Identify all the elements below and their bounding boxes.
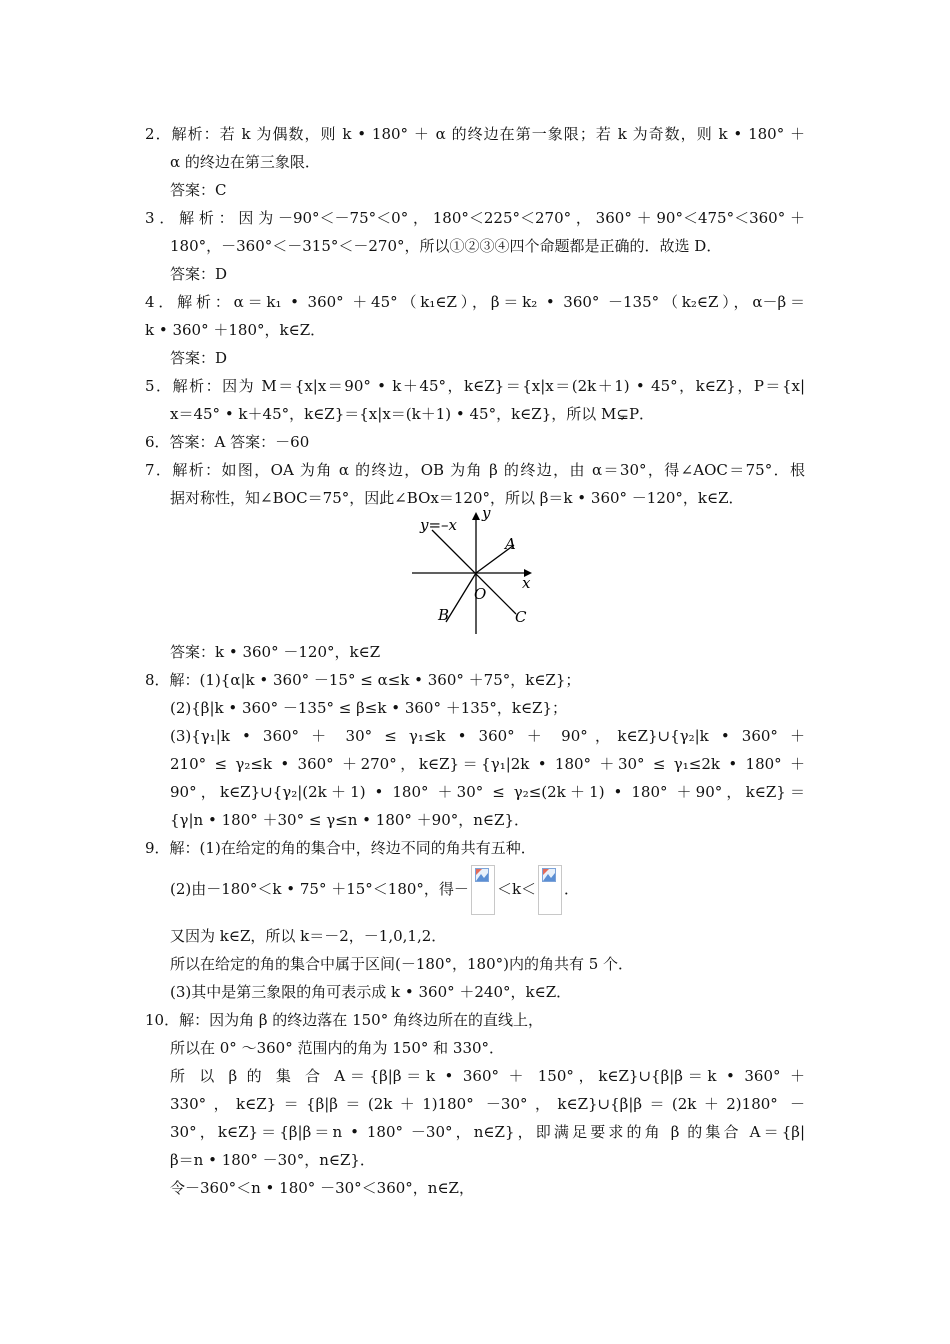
answer-5-line-2: x＝45° • k＋45°，k∈Z}＝{x|x＝(k＋1) • 45°，k∈Z}，所以 M⊊P． [170, 405, 655, 423]
broken-formula-image [538, 865, 562, 915]
label-y-axis: y [482, 508, 491, 522]
answer-10-line-5: 30°，k∈Z}＝{β|β＝n • 180° －30°，n∈Z}，即满足要求的角 β 的集合 A＝{β| [170, 1123, 805, 1141]
label-point-c: C [515, 608, 527, 626]
answer-9-part-2 [170, 864, 579, 915]
answer-3-line-1: 3．解析：因为－90°＜－75°＜0°，180°＜225°＜270°，360°＋90°＜475°＜360°＋ [145, 209, 805, 227]
answer-8-part-3-line-4: {γ|n • 180° ＋30° ≤ γ≤n • 180° ＋90°，n∈Z}． [170, 811, 529, 829]
answer-10-line-7: 令－360°＜n • 180° －30°＜360°，n∈Z， [170, 1179, 474, 1197]
label-point-b: B [438, 606, 450, 624]
answer-8-part-2: (2){β|k • 360° －135° ≤ β≤k • 360° ＋135°，k∈Z}； [170, 699, 568, 717]
answer-9-part-2-text-c: ． [564, 880, 580, 898]
answer-10-line-2: 所以在 0° ～360° 范围内的角为 150° 和 330°． [170, 1039, 505, 1057]
answer-9-part-2-text-a: (2)由－180°＜k • 75° ＋15°＜180°，得－ [170, 880, 469, 898]
broken-image-icon [475, 868, 489, 882]
label-point-a: A [505, 535, 516, 553]
answer-7-line-1: 7．解析：如图，OA 为角 α 的终边，OB 为角 β 的终边，由 α＝30°，得∠AOC＝75°．根 [145, 461, 805, 479]
answer-3-line-2: 180°，－360°＜－315°＜－270°，所以①②③④四个命题都是正确的．故选 D． [170, 237, 722, 255]
answer-8-part-1: 8．解：(1){α|k • 360° －15° ≤ α≤k • 360° ＋75°，k∈Z}； [145, 671, 581, 689]
answer-10-line-3: 所 以 β 的 集 合 A＝{β|β＝k • 360° ＋ 150°，k∈Z}∪{β|β＝k • 360° ＋ [170, 1067, 805, 1085]
answer-4-line-2: k • 360° ＋180°，k∈Z． [145, 321, 326, 339]
answer-10-line-1: 10．解：因为角 β 的终边落在 150° 角终边所在的直线上， [145, 1011, 543, 1029]
label-origin: O [474, 585, 487, 603]
label-y-neg-x: y=–x [420, 516, 458, 534]
answer-9-part-3: (3)其中是第三象限的角可表示成 k • 360° ＋240°，k∈Z． [170, 983, 572, 1001]
answer-7-line-2: 据对称性，知∠BOC＝75°，因此∠BOx＝120°，所以 β＝k • 360° －120°，k∈Z． [170, 489, 744, 507]
answer-6: 6．答案：A 答案：－60 [145, 433, 310, 451]
ray-ob [446, 573, 476, 622]
answer-2-line-1: 2．解析：若 k 为偶数，则 k • 180° ＋ α 的终边在第一象限；若 k 为奇数，则 k • 180° ＋ [145, 125, 805, 143]
answer-5-line-1: 5．解析：因为 M＝{x|x＝90° • k＋45°，k∈Z}＝{x|x＝(2k＋1) • 45°，k∈Z}，P＝{x| [145, 377, 805, 395]
answer-2-line-2: α 的终边在第三象限． [170, 153, 320, 171]
label-x-axis: x [522, 574, 531, 592]
answer-4-line-1: 4．解析：α＝k₁ • 360° ＋45°（k₁∈Z），β＝k₂ • 360° －135°（k₂∈Z），α－β＝ [145, 293, 805, 311]
answer-9-part-1: 9．解：(1)在给定的角的集合中，终边不同的角共有五种． [145, 839, 536, 857]
answer-10-line-4: 330°，k∈Z}＝{β|β＝(2k＋1)180° －30°，k∈Z}∪{β|β＝(2k＋2)180° － [170, 1095, 805, 1113]
broken-image-icon [542, 868, 556, 882]
answer-2-result: 答案：C [170, 181, 227, 199]
y-axis-arrow [472, 512, 480, 520]
answer-8-part-3-line-3: 90°，k∈Z}∪{γ₂|(2k＋1) • 180° ＋30° ≤ γ₂≤(2k＋1) • 180° ＋90°，k∈Z}＝ [170, 783, 805, 801]
angle-figure [412, 508, 536, 636]
answer-9-part-2-text-b: ＜k＜ [496, 880, 537, 898]
answer-9-line-4: 所以在给定的角的集合中属于区间(－180°，180°)内的角共有 5 个． [170, 955, 634, 973]
answer-7-result: 答案：k • 360° －120°，k∈Z [170, 643, 381, 661]
answer-8-part-3-line-1: (3){γ₁|k • 360° ＋ 30° ≤ γ₁≤k • 360° ＋ 90°，k∈Z}∪{γ₂|k • 360° ＋ [170, 727, 805, 745]
answer-9-line-3: 又因为 k∈Z，所以 k＝－2，－1,0,1,2． [170, 927, 447, 945]
answer-4-result: 答案：D [170, 349, 228, 367]
broken-formula-image [471, 865, 495, 915]
answer-10-line-6: β＝n • 180° －30°，n∈Z}． [170, 1151, 375, 1169]
answer-8-part-3-line-2: 210° ≤ γ₂≤k • 360° ＋270°，k∈Z}＝{γ₁|2k • 180° ＋30° ≤ γ₁≤2k • 180° ＋ [170, 755, 805, 773]
answer-3-result: 答案：D [170, 265, 228, 283]
